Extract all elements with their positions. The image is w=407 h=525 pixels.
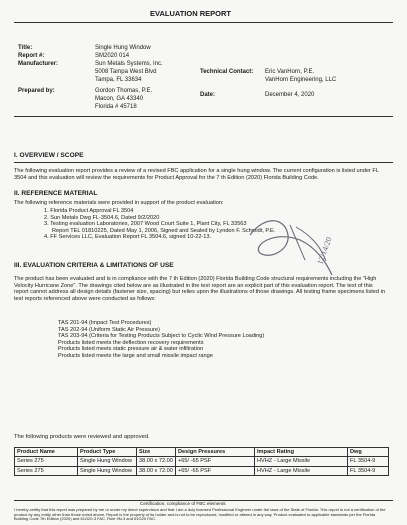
reference-item: 1. Florida Product Approval FL 3504	[44, 208, 134, 214]
design-pressure-cell: +65/ -65 PSF	[176, 457, 255, 466]
reference-intro: The following reference materials were provided in support of the product evaluation:	[14, 200, 224, 206]
reference-item: 4. FF Services LLC, Evaluation Report FL 3504.6, signed 10-22-13.	[44, 234, 212, 241]
footer-certification: Certification, compliance of FBC elements	[140, 501, 226, 506]
manufacturer-line: Tampa, FL 33634	[95, 77, 142, 83]
handwritten-initials-stamp	[230, 205, 350, 285]
column-header: Product Type	[78, 448, 137, 457]
table-header-row	[15, 448, 389, 457]
column-header: Impact Rating	[255, 448, 348, 457]
header-rule	[14, 116, 393, 117]
test-standard-item: Products listed meets static pressure air & water infiltration	[58, 346, 204, 352]
reference-item: 2. Sun Metals Dwg FL-3504.6, Dated 9/2/2020	[44, 214, 160, 221]
table-row	[15, 466, 389, 475]
test-standards-list	[58, 320, 264, 359]
technical-contact-line: Eric VanHorn, P.E.	[265, 69, 315, 75]
date-label: Date:	[200, 92, 216, 98]
product-type-cell: Single Hung Window	[78, 466, 137, 475]
prepared-by-label: Prepared by:	[18, 88, 55, 94]
report-number-value: SM2020 014	[95, 53, 130, 59]
prepared-by-line: Florida # 45718	[95, 104, 137, 110]
date-value: December 4, 2020	[265, 92, 315, 98]
table-intro: The following products were reviewed and approved.	[14, 434, 150, 440]
column-header: Size	[137, 448, 176, 457]
product-name-cell: Series 275	[15, 457, 78, 466]
overview-heading: I. OVERVIEW / SCOPE	[14, 152, 84, 159]
stamp-date: 12/14/20	[315, 235, 334, 266]
report-number-label: Report #:	[18, 53, 45, 59]
test-standard-item: Products listed meets the large and small missile impact range	[58, 352, 213, 359]
overview-rule	[14, 162, 393, 163]
column-header: Dwg	[348, 448, 389, 457]
title-value: Single Hung Window	[95, 45, 151, 51]
size-cell: 38.00 x 72.00	[137, 457, 176, 466]
manufacturer-label: Manufacturer:	[18, 61, 59, 67]
design-pressure-cell: +65/ -65 PSF	[176, 466, 255, 475]
title-rule	[14, 22, 393, 23]
prepared-by-line: Gordon Thomas, P.E.	[95, 88, 153, 94]
manufacturer-line: Sun Metals Systems, Inc.	[95, 61, 163, 67]
technical-contact-label: Technical Contact:	[200, 69, 254, 75]
report-title: EVALUATION REPORT	[150, 9, 231, 18]
reference-item: Report TEL 01810225, Dated May 1, 2006, Signed and Sealed by Lyndon F. Schmidt, P.E.	[52, 227, 276, 234]
reference-heading: II. REFERENCE MATERIAL	[14, 190, 98, 197]
title-label: Title:	[18, 45, 33, 51]
technical-contact-line: VanHorn Engineering, LLC	[265, 77, 337, 83]
test-standard-item: TAS 203-94 (Criteria for Testing Products Subject to Cyclic Wind Pressure Loading)	[58, 333, 265, 339]
drawing-cell: FL 3504-9	[348, 466, 389, 475]
product-table	[14, 447, 389, 476]
criteria-heading: III. EVALUATION CRITERIA & LIMITATIONS OF USE	[14, 262, 174, 269]
criteria-text: The product has been evaluated and is in compliance with the 7 th Edition (2020) Florida Building Code structural requirements including the "High Velocity Hurricane Zone". The drawings cited below are as illustrated in the test report are an explicit part of this evaluation report. The text of this report cannot address all design details (fastener size, spacing) but relies upon the illustrations of those drawings. All testing frame specimens listed in test reports referenced above were conducted as follows:	[14, 276, 385, 302]
impact-rating-cell: HVHZ - Large Missile	[255, 457, 348, 466]
overview-text: The following evaluation report provides a review of a revised FBC application for a single hung window. The current configuration is listed under FL 3504 and this evaluation will review the requirements for Product Approval for the 7 th Edition (2020) Florida Building Code.	[14, 168, 379, 181]
drawing-cell: FL 3504-9	[348, 457, 389, 466]
test-standard-item: Products listed meets the deflection recovery requirements	[58, 339, 204, 346]
product-name-cell: Series 275	[15, 466, 78, 475]
table-row	[15, 457, 389, 466]
footer-disclaimer: I hereby certify that this report was prepared by me or under my direct supervision and that I am a duly licensed Professional Engineer under the laws of the State of Florida. This report is not a certification of the product by any entity other than those noted above. Report is the property of its holder and is not to be reproduced, modified or altered in any way. Product evaluated to applicable standards per the Florida Building Code 7th Edition (2020) and 61G20-3 FAC, Rule 9N-3 and 61G20 FAC.	[14, 507, 386, 522]
product-type-cell: Single Hung Window	[78, 457, 137, 466]
test-standard-item: TAS 202-94 (Uniform Static Air Pressure)	[58, 326, 160, 333]
test-standard-item: TAS 201-94 (Impact Test Procedures)	[58, 320, 152, 326]
prepared-by-line: Macon, GA 43340	[95, 96, 144, 102]
column-header: Design Pressures	[176, 448, 255, 457]
column-header: Product Name	[15, 448, 78, 457]
manufacturer-line: 5008 Tampa West Blvd	[95, 69, 157, 75]
impact-rating-cell: HVHZ - Large Missile	[255, 466, 348, 475]
reference-item: 3. Testing evaluation Laboratories, 2007 Wood Court Suite 1, Plant City, FL 33563	[44, 221, 247, 228]
size-cell: 38.00 x 72.00	[137, 466, 176, 475]
